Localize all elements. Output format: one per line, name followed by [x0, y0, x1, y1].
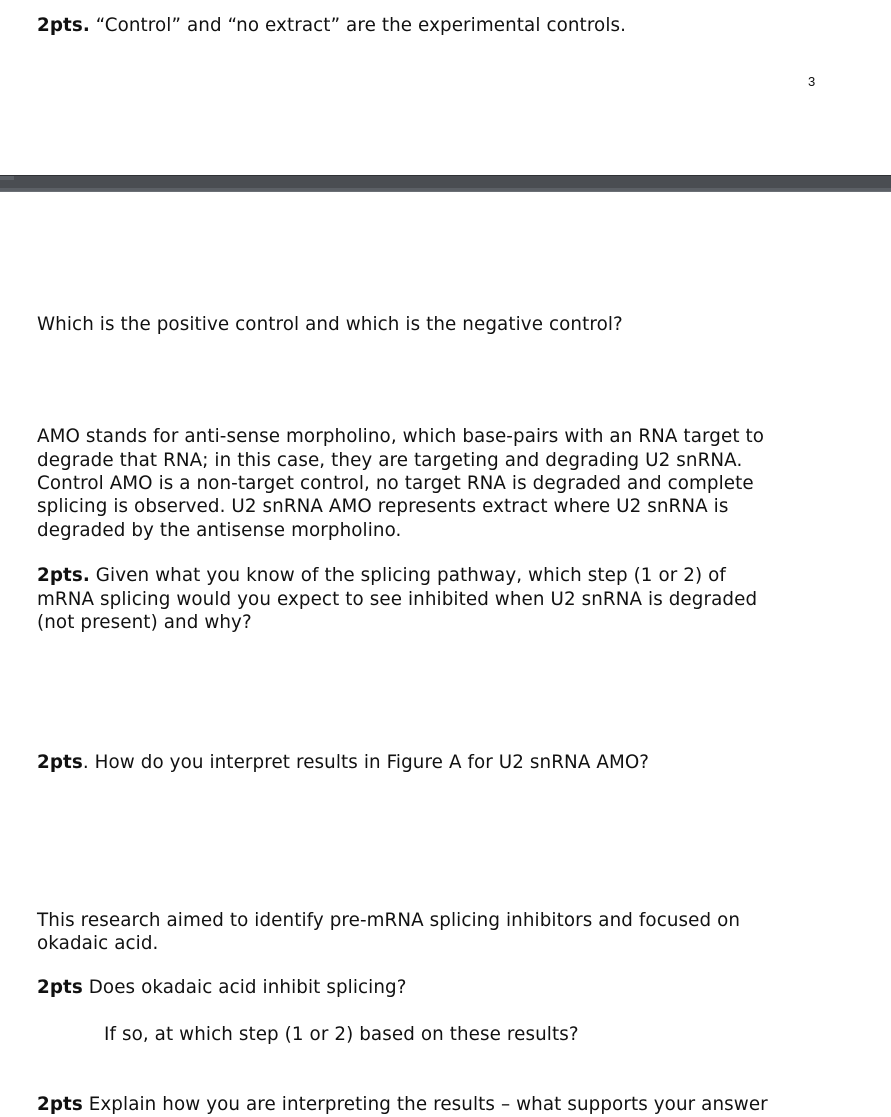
splicing-step-line — [37, 564, 726, 587]
research-line: This research aimed to identify pre-mRNA splicing inhibitors and focused on — [37, 910, 741, 931]
okadaic-question-text: Does okadaic acid inhibit splicing? — [82, 977, 407, 998]
points-label: 2pts — [37, 752, 83, 773]
amo-line: splicing is observed. U2 snRNA AMO represents extract where U2 snRNA is — [37, 496, 729, 517]
page-top-section — [0, 0, 891, 175]
splicing-step-text: Given what you know of the splicing pathway, which step (1 or 2) of — [89, 565, 726, 586]
page-bottom-section — [0, 192, 891, 1117]
controls-statement-text: “Control” and “no extract” are the experimental controls. — [89, 15, 627, 36]
amo-line: Control AMO is a non-target control, no target RNA is degraded and complete — [37, 473, 754, 494]
controls-statement — [37, 14, 626, 37]
points-label: 2pts. — [37, 15, 90, 36]
points-label: 2pts — [37, 1094, 83, 1115]
amo-line: AMO stands for anti-sense morpholino, which base-pairs with an RNA target to — [37, 426, 765, 447]
okadaic-question — [37, 976, 407, 999]
figure-a-question-text: . How do you interpret results in Figure A for U2 snRNA AMO? — [82, 752, 650, 773]
page-separator — [0, 175, 891, 192]
amo-line: degrade that RNA; in this case, they are targeting and degrading U2 snRNA. — [37, 450, 743, 471]
page-number: 3 — [808, 74, 816, 89]
points-label: 2pts. — [37, 565, 90, 586]
positive-negative-question: Which is the positive control and which is the negative control? — [37, 314, 623, 335]
figure-a-question — [37, 751, 649, 774]
research-line: okadaic acid. — [37, 933, 159, 954]
step-followup-question: If so, at which step (1 or 2) based on these results? — [104, 1024, 579, 1045]
amo-line: degraded by the antisense morpholino. — [37, 520, 402, 541]
splicing-step-line: (not present) and why? — [37, 612, 252, 633]
interpret-question-text: Explain how you are interpreting the results – what supports your answer — [82, 1094, 768, 1115]
points-label: 2pts — [37, 977, 83, 998]
splicing-step-line: mRNA splicing would you expect to see inhibited when U2 snRNA is degraded — [37, 589, 758, 610]
interpret-question — [37, 1093, 768, 1116]
